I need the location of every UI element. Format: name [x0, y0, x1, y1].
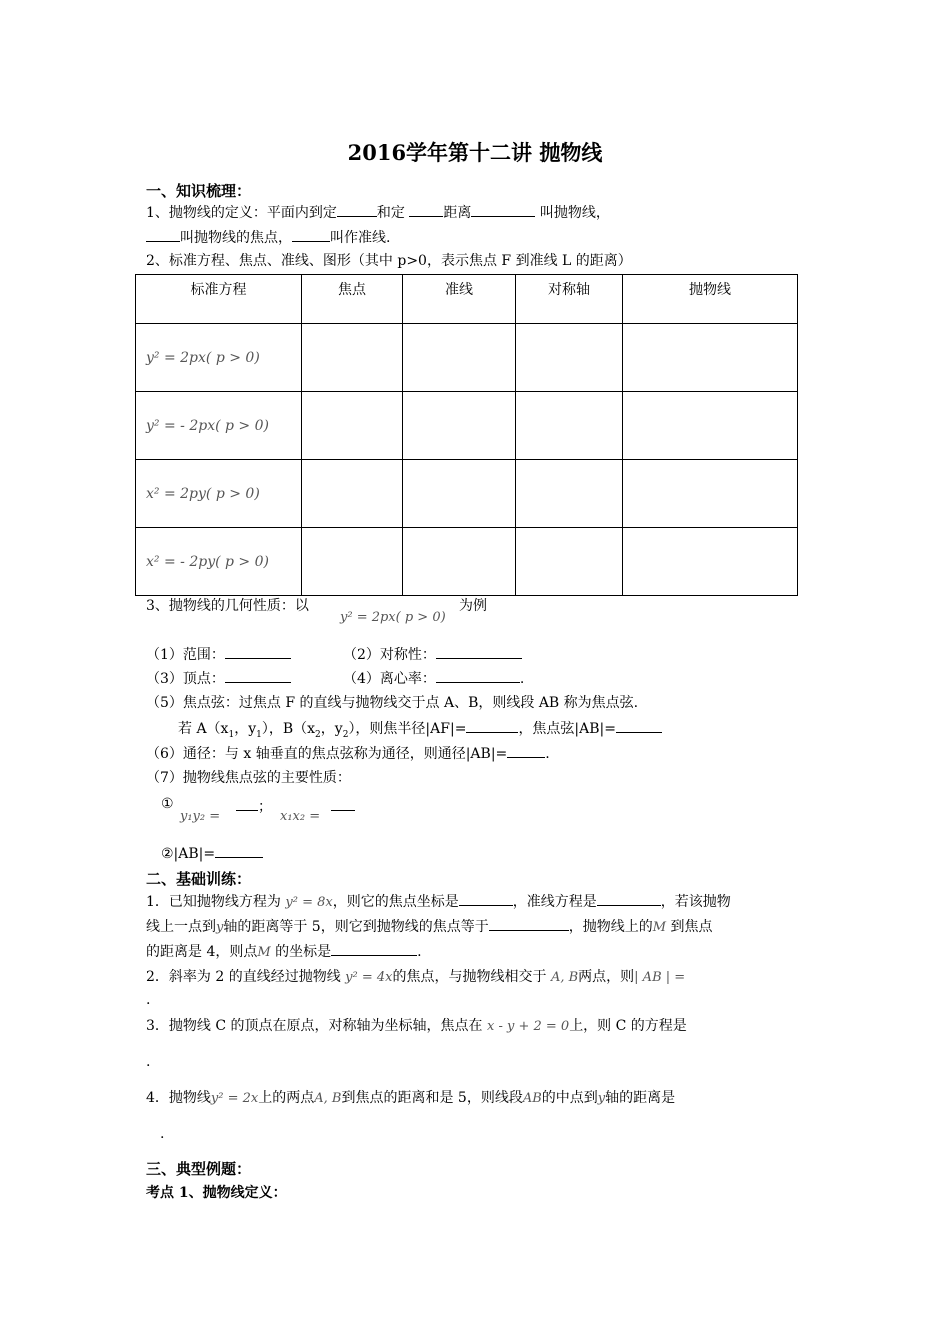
- blank: [225, 644, 291, 659]
- equation-cell: x² = - 2py( p > 0): [136, 528, 302, 596]
- item3-equation: y² = 2px( p > 0): [340, 610, 446, 625]
- table-row: [136, 392, 798, 460]
- blank: [331, 941, 417, 956]
- section3-subheading: 考点 1、抛物线定义：: [146, 1185, 287, 1201]
- answer-cell: [516, 528, 623, 596]
- blank: [459, 891, 513, 906]
- table-row: [136, 528, 798, 596]
- property-latus-rectum: （6）通径：与 x 轴垂直的焦点弦称为通径，则通径|AB|= .: [146, 743, 550, 764]
- property-focal-chord-main: （7）抛物线焦点弦的主要性质：: [146, 770, 351, 786]
- page-title: 2016学年第十二讲 抛物线: [347, 140, 603, 165]
- definition-line1: 1、抛物线的定义：平面内到定 和定 距离 叫抛物线，: [146, 202, 610, 223]
- section2-heading: 二、基础训练：: [146, 870, 252, 888]
- blank: [507, 743, 545, 758]
- section3-heading: 三、典型例题：: [146, 1160, 252, 1178]
- product-y-equation: y₁y₂ =: [180, 809, 221, 824]
- question1-line1: 1．已知抛物线方程为 y² = 8x，则它的焦点坐标是 ，准线方程是 ，若该抛物: [146, 891, 731, 913]
- equation-cell: x² = 2py( p > 0): [136, 460, 302, 528]
- property-symmetry: （2）对称性：: [343, 644, 522, 665]
- blank: [597, 891, 661, 906]
- answer-cell: [516, 324, 623, 392]
- question3-line1: 3．抛物线 C 的顶点在原点，对称轴为坐标轴，焦点在 x - y + 2 = 0上，则 C 的方程是: [146, 1018, 687, 1034]
- product-x-answer: [331, 796, 355, 817]
- blank: [225, 668, 291, 683]
- property-vertex: （3）顶点：: [146, 668, 291, 689]
- table-header-cell: 标准方程: [136, 275, 302, 324]
- property-focal-chord: （5）焦点弦：过焦点 F 的直线与抛物线交于点 A、B，则线段 AB 称为焦点弦.: [146, 695, 639, 711]
- answer-cell: [403, 392, 516, 460]
- table-header-cell: 焦点: [302, 275, 403, 324]
- blank: [331, 796, 355, 811]
- answer-cell: [403, 528, 516, 596]
- blank: [436, 644, 522, 659]
- item3-text: 3、抛物线的几何性质：以: [146, 598, 309, 614]
- question1-line3: 的距离是 4，则点M 的坐标是 .: [146, 941, 422, 963]
- question4-line1: 4．抛物线y² = 2x上的两点A, B到焦点的距离和是 5，则线段AB的中点到y轴的距离是: [146, 1090, 676, 1106]
- table-row: [136, 460, 798, 528]
- answer-cell: [302, 324, 403, 392]
- chord-length: ②|AB|=: [161, 843, 263, 864]
- answer-cell: [516, 392, 623, 460]
- standard-equation-table: [135, 274, 798, 596]
- blank: [489, 916, 569, 931]
- focal-radius-line: 若 $A(x_1$，$y_1$），$B(x_2$，$y_2$），则焦半径|AF|= ，焦点弦|AB|=: [178, 718, 662, 745]
- circle-one: ①: [161, 796, 174, 812]
- question4-end: .: [160, 1126, 165, 1142]
- answer-cell: [403, 460, 516, 528]
- table-header-cell: 对称轴: [516, 275, 623, 324]
- blank: [215, 843, 263, 858]
- blank: [292, 227, 330, 242]
- blank: [616, 718, 662, 733]
- blank: [466, 718, 518, 733]
- table-header-row: [136, 275, 798, 324]
- table-header-cell: 准线: [403, 275, 516, 324]
- question2-line1: 2．斜率为 2 的直线经过抛物线 y² = 4x的焦点，与抛物线相交于 A, B两点，则| AB | =: [146, 969, 686, 985]
- question1-line2: 线上一点到y轴的距离等于 5，则它到抛物线的焦点等于 ，抛物线上的M 到焦点: [146, 916, 712, 938]
- table-header-cell: 抛物线: [623, 275, 798, 324]
- question3-end: .: [146, 1054, 151, 1070]
- answer-cell: [516, 460, 623, 528]
- product-y-answer: ；: [236, 796, 272, 817]
- answer-cell: [623, 324, 798, 392]
- blank: [236, 796, 258, 811]
- property-eccentricity: （4）离心率： .: [343, 668, 524, 689]
- table-row: [136, 324, 798, 392]
- section1-heading: 一、知识梳理：: [146, 182, 252, 200]
- equation-cell: y² = 2px( p > 0): [136, 324, 302, 392]
- product-x-equation: x₁x₂ =: [280, 809, 321, 824]
- answer-cell: [623, 460, 798, 528]
- blank: [409, 202, 443, 217]
- question2-end: .: [146, 992, 151, 1008]
- item3-suffix: 为例: [459, 598, 487, 614]
- answer-cell: [302, 392, 403, 460]
- answer-cell: [623, 392, 798, 460]
- answer-cell: [302, 528, 403, 596]
- answer-cell: [302, 460, 403, 528]
- blank: [471, 202, 535, 217]
- property-range: （1）范围：: [146, 644, 291, 665]
- item2-text: 2、标准方程、焦点、准线、图形（其中 p>0，表示焦点 F 到准线 L 的距离）: [146, 253, 632, 269]
- answer-cell: [403, 324, 516, 392]
- blank: [337, 202, 377, 217]
- blank: [436, 668, 520, 683]
- equation-cell: y² = - 2px( p > 0): [136, 392, 302, 460]
- blank: [146, 227, 180, 242]
- answer-cell: [623, 528, 798, 596]
- definition-line2: 叫抛物线的焦点， 叫作准线.: [146, 227, 390, 248]
